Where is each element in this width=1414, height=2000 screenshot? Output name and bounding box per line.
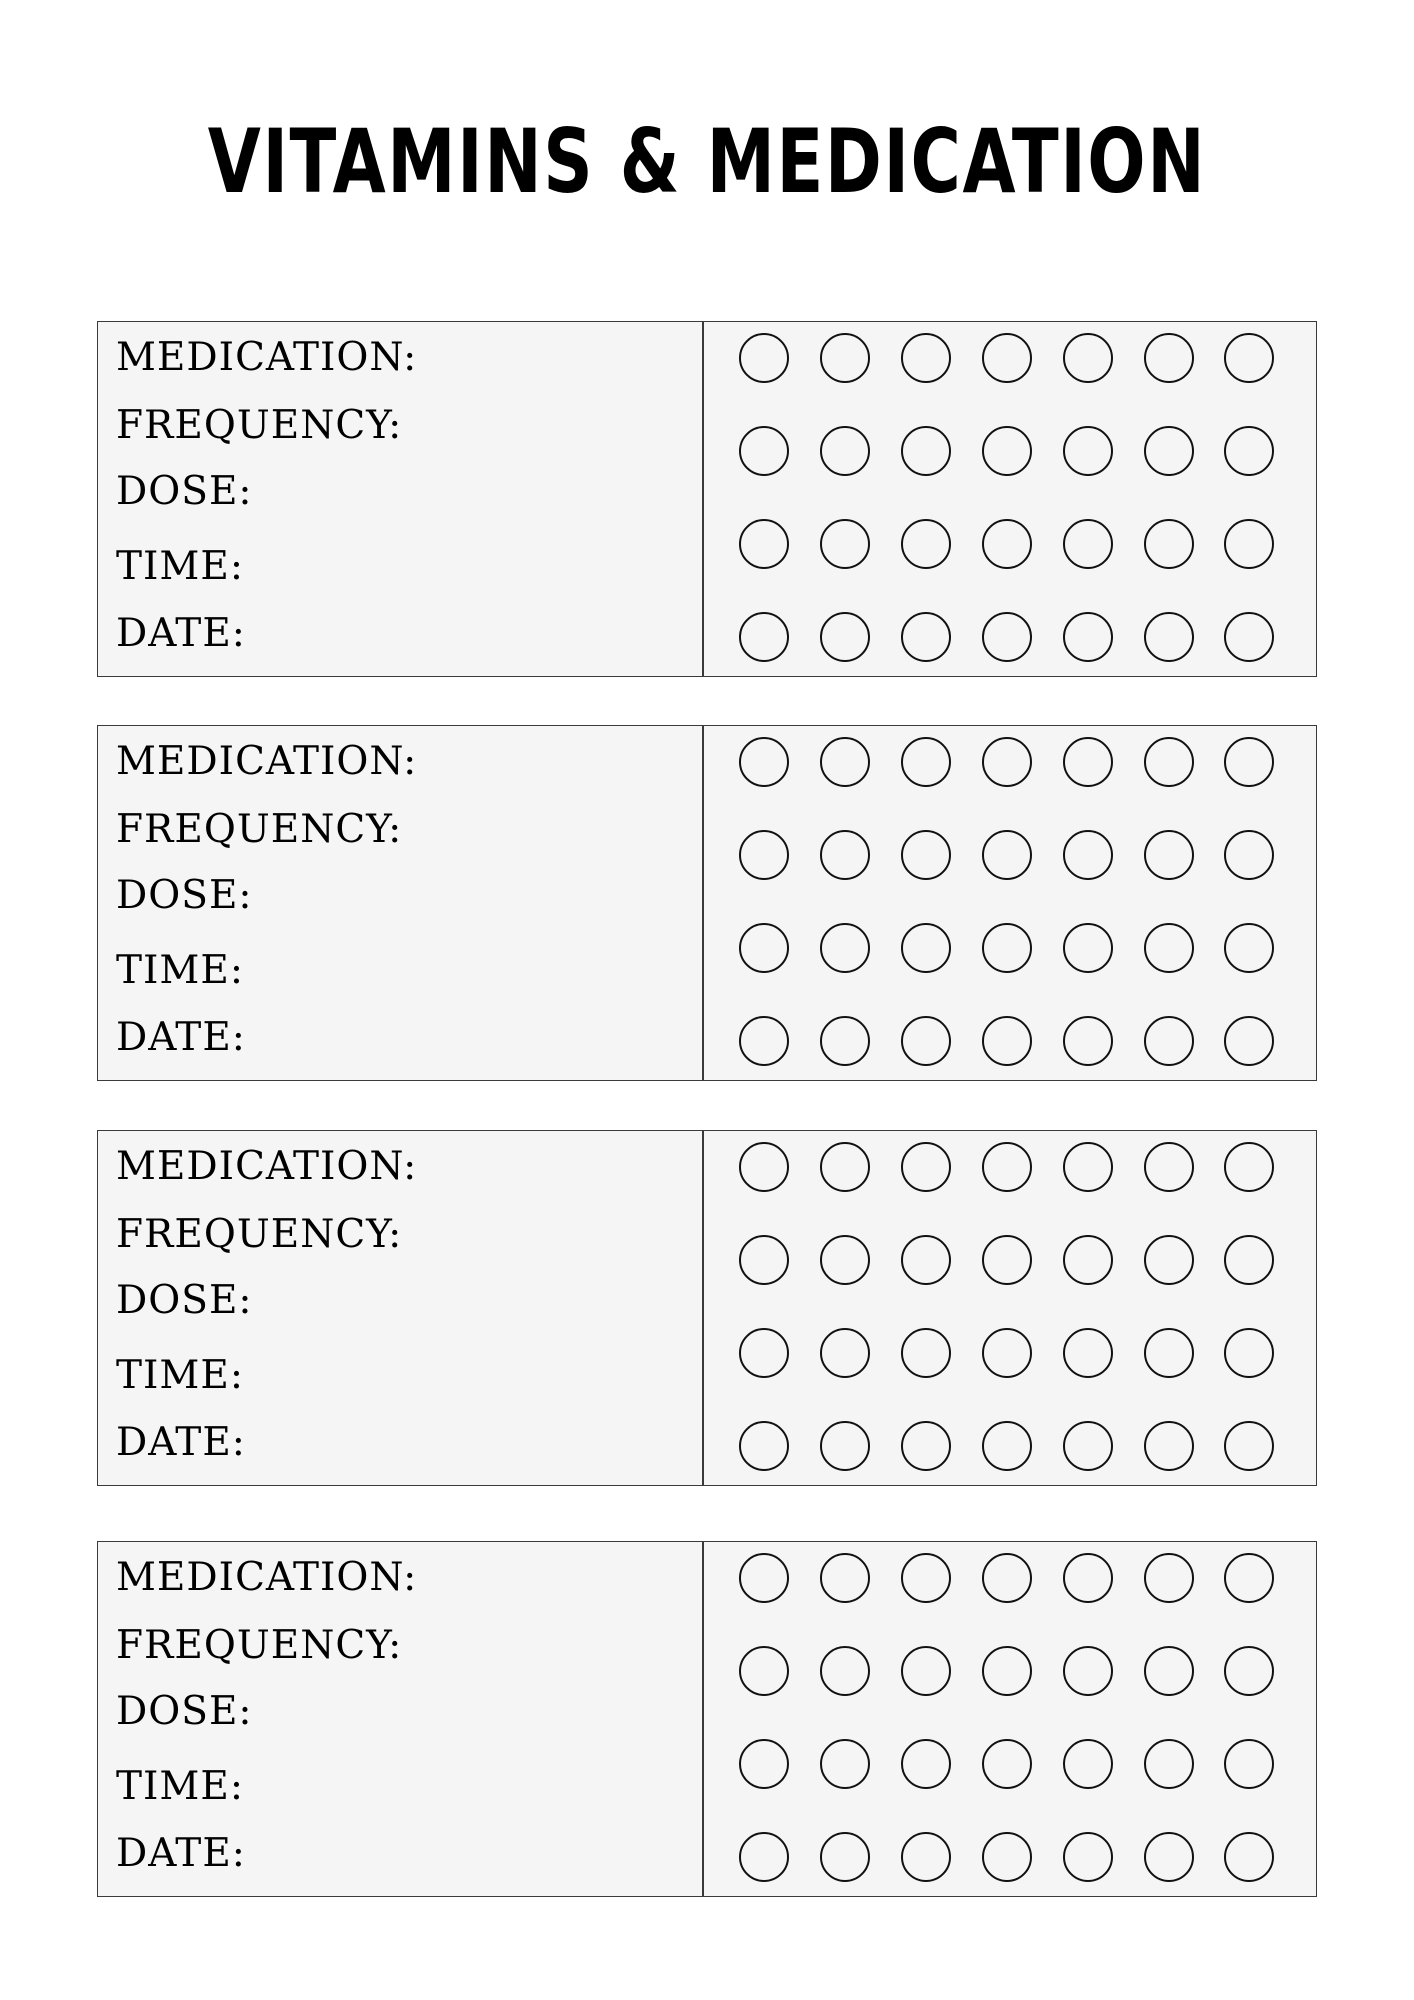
tracker-circle[interactable] [1144,1235,1194,1285]
tracker-circle[interactable] [982,1739,1032,1789]
field-label-frequency: FREQUENCY: [116,1212,403,1257]
tracker-circle[interactable] [1063,1739,1113,1789]
tracker-circle[interactable] [1224,1421,1274,1471]
tracker-circle[interactable] [820,737,870,787]
tracker-circle[interactable] [1144,519,1194,569]
tracker-circle[interactable] [901,830,951,880]
tracker-circle[interactable] [1063,612,1113,662]
tracker-circle[interactable] [901,1553,951,1603]
tracker-circle[interactable] [820,1421,870,1471]
tracker-circle[interactable] [820,1832,870,1882]
tracker-circle[interactable] [820,1235,870,1285]
tracker-circle[interactable] [982,612,1032,662]
tracker-circle[interactable] [1224,1553,1274,1603]
field-label-frequency: FREQUENCY: [116,1623,403,1668]
field-label-time: TIME: [116,948,244,993]
tracker-circle[interactable] [1063,1646,1113,1696]
tracker-circle[interactable] [820,1142,870,1192]
field-label-medication: MEDICATION: [116,1144,418,1189]
field-label-time: TIME: [116,1353,244,1398]
tracker-circle[interactable] [982,519,1032,569]
tracker-circle[interactable] [982,1421,1032,1471]
tracker-circle[interactable] [820,519,870,569]
tracker-circle[interactable] [982,1235,1032,1285]
tracker-circle[interactable] [1144,1739,1194,1789]
field-label-date: DATE: [116,1831,246,1876]
tracker-circle[interactable] [739,1421,789,1471]
tracker-circle[interactable] [739,1832,789,1882]
tracker-circle[interactable] [982,1553,1032,1603]
tracker-circle[interactable] [1144,1142,1194,1192]
field-label-time: TIME: [116,1764,244,1809]
tracker-circle[interactable] [739,519,789,569]
tracker-circle[interactable] [820,923,870,973]
tracker-circle[interactable] [1063,1553,1113,1603]
field-label-dose: DOSE: [116,873,253,918]
tracker-circle[interactable] [739,1646,789,1696]
tracker-circle[interactable] [1144,612,1194,662]
tracker-circle[interactable] [1144,333,1194,383]
tracker-circle[interactable] [901,923,951,973]
tracker-circle[interactable] [1063,333,1113,383]
field-label-medication: MEDICATION: [116,1555,418,1600]
tracker-circle[interactable] [901,1016,951,1066]
medication-card [97,321,1317,677]
medication-card [97,1541,1317,1897]
field-label-frequency: FREQUENCY: [116,403,403,448]
tracker-circle[interactable] [901,1142,951,1192]
tracker-circle[interactable] [1144,737,1194,787]
medication-card [97,1130,1317,1486]
tracker-circle[interactable] [1224,1142,1274,1192]
field-label-frequency: FREQUENCY: [116,807,403,852]
tracker-circle[interactable] [1063,426,1113,476]
tracker-circle[interactable] [901,426,951,476]
tracker-circle[interactable] [1224,1235,1274,1285]
tracker-circle[interactable] [739,737,789,787]
tracker-circle[interactable] [901,1832,951,1882]
tracker-circle[interactable] [1224,612,1274,662]
tracker-circle[interactable] [901,1328,951,1378]
tracker-circle[interactable] [820,1016,870,1066]
tracker-circle-grid [702,322,1318,676]
tracker-circle[interactable] [739,333,789,383]
tracker-circle[interactable] [1224,426,1274,476]
tracker-circle[interactable] [982,1142,1032,1192]
tracker-circle[interactable] [1063,1421,1113,1471]
field-label-dose: DOSE: [116,1278,253,1323]
tracker-circle[interactable] [1063,1832,1113,1882]
tracker-circle[interactable] [1224,1832,1274,1882]
tracker-circle-grid [702,726,1318,1080]
tracker-circle[interactable] [1224,830,1274,880]
tracker-circle[interactable] [982,923,1032,973]
tracker-circle[interactable] [901,333,951,383]
tracker-circle[interactable] [901,1235,951,1285]
tracker-circle[interactable] [982,426,1032,476]
tracker-circle[interactable] [1224,737,1274,787]
tracker-circle[interactable] [820,1646,870,1696]
field-label-dose: DOSE: [116,469,253,514]
tracker-circle[interactable] [1063,1142,1113,1192]
tracker-circle[interactable] [1224,1016,1274,1066]
tracker-circle[interactable] [1063,737,1113,787]
field-label-dose: DOSE: [116,1689,253,1734]
tracker-circle[interactable] [982,830,1032,880]
tracker-circle[interactable] [820,1739,870,1789]
tracker-circle[interactable] [1063,1328,1113,1378]
tracker-circle[interactable] [1144,1553,1194,1603]
tracker-circle[interactable] [820,426,870,476]
tracker-circle[interactable] [1063,923,1113,973]
tracker-circle[interactable] [982,1016,1032,1066]
tracker-circle[interactable] [739,1142,789,1192]
field-label-time: TIME: [116,544,244,589]
tracker-circle[interactable] [1144,923,1194,973]
tracker-circle[interactable] [739,1328,789,1378]
tracker-circle[interactable] [1224,519,1274,569]
tracker-circle[interactable] [982,1832,1032,1882]
tracker-circle[interactable] [739,1739,789,1789]
tracker-circle[interactable] [1144,1646,1194,1696]
tracker-circle[interactable] [1063,1016,1113,1066]
tracker-circle[interactable] [901,612,951,662]
tracker-circle[interactable] [901,737,951,787]
tracker-circle[interactable] [1144,1832,1194,1882]
field-label-medication: MEDICATION: [116,739,418,784]
tracker-circle[interactable] [820,1553,870,1603]
field-label-date: DATE: [116,611,246,656]
tracker-circle[interactable] [1224,923,1274,973]
tracker-circle[interactable] [820,830,870,880]
tracker-circle[interactable] [1224,1328,1274,1378]
tracker-circle[interactable] [982,737,1032,787]
tracker-circle[interactable] [1063,830,1113,880]
tracker-circle[interactable] [739,1553,789,1603]
tracker-circle[interactable] [1144,1328,1194,1378]
tracker-circle[interactable] [820,612,870,662]
page-title: VITAMINS & MEDICATION [207,110,1207,213]
tracker-circle[interactable] [982,1646,1032,1696]
tracker-circle[interactable] [1144,426,1194,476]
tracker-circle[interactable] [1063,519,1113,569]
tracker-circle[interactable] [739,923,789,973]
tracker-circle[interactable] [982,333,1032,383]
tracker-circle[interactable] [739,612,789,662]
tracker-circle[interactable] [1144,1016,1194,1066]
tracker-circle[interactable] [1224,333,1274,383]
tracker-circle[interactable] [820,1328,870,1378]
tracker-circle[interactable] [982,1328,1032,1378]
tracker-circle[interactable] [739,426,789,476]
tracker-circle[interactable] [901,1739,951,1789]
field-label-date: DATE: [116,1420,246,1465]
medication-card [97,725,1317,1081]
tracker-circle[interactable] [901,519,951,569]
tracker-circle-grid [702,1131,1318,1485]
tracker-circle[interactable] [739,1235,789,1285]
field-label-medication: MEDICATION: [116,335,418,380]
tracker-circle[interactable] [901,1646,951,1696]
tracker-circle[interactable] [1224,1739,1274,1789]
tracker-circle[interactable] [820,333,870,383]
tracker-circle[interactable] [1224,1646,1274,1696]
tracker-circle[interactable] [1144,830,1194,880]
tracker-circle[interactable] [739,830,789,880]
tracker-circle[interactable] [1144,1421,1194,1471]
tracker-circle[interactable] [901,1421,951,1471]
tracker-circle[interactable] [739,1016,789,1066]
tracker-circle[interactable] [1063,1235,1113,1285]
field-label-date: DATE: [116,1015,246,1060]
tracker-circle-grid [702,1542,1318,1896]
